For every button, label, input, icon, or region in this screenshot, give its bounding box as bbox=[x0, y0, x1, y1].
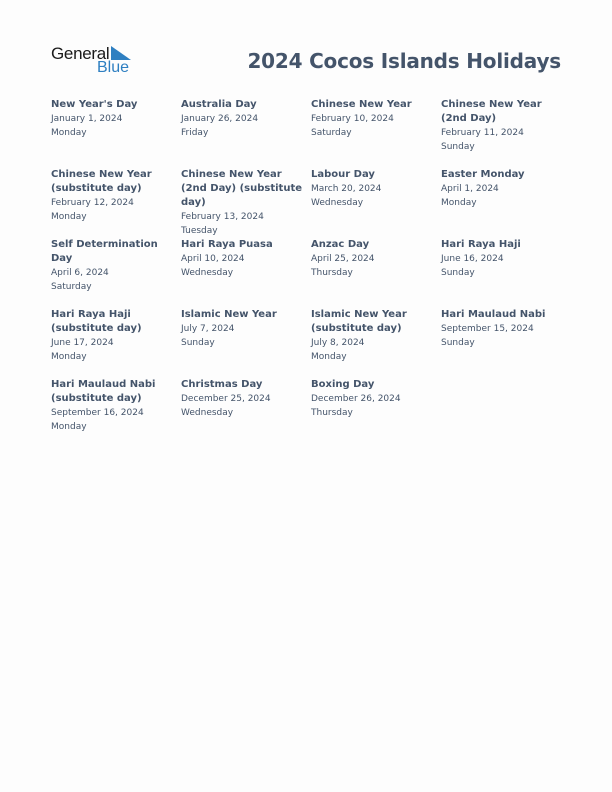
holiday-row bbox=[51, 378, 571, 448]
holiday-item bbox=[441, 238, 565, 280]
holiday-date: April 1, 2024 bbox=[441, 184, 499, 194]
holiday-date: January 1, 2024 bbox=[51, 114, 123, 124]
holiday-row bbox=[51, 168, 571, 238]
holiday-weekday: Wednesday bbox=[181, 408, 234, 418]
holiday-name: Chinese New Year (2nd Day) (substitute day) bbox=[181, 169, 303, 208]
holiday-name: Islamic New Year bbox=[181, 309, 277, 320]
holiday-name: Hari Raya Puasa bbox=[181, 239, 273, 250]
holiday-date: July 8, 2024 bbox=[311, 338, 365, 348]
holiday-item bbox=[181, 238, 305, 280]
holiday-item bbox=[311, 168, 435, 210]
logo-blue-text: Blue bbox=[97, 59, 130, 76]
holiday-date: February 12, 2024 bbox=[51, 198, 134, 208]
holiday-item bbox=[51, 308, 175, 364]
holiday-item bbox=[181, 168, 305, 238]
holiday-weekday: Sunday bbox=[441, 268, 475, 278]
holiday-weekday: Thursday bbox=[311, 408, 353, 418]
holiday-date: June 17, 2024 bbox=[51, 338, 114, 348]
holiday-item bbox=[181, 308, 305, 350]
holiday-name: Islamic New Year (substitute day) bbox=[311, 309, 407, 334]
holiday-item bbox=[181, 98, 305, 140]
holiday-item bbox=[311, 308, 435, 364]
holiday-row bbox=[51, 238, 571, 308]
holiday-name: Chinese New Year bbox=[311, 99, 412, 110]
holiday-item bbox=[51, 98, 175, 140]
holiday-name: Hari Raya Haji bbox=[441, 239, 521, 250]
holiday-weekday: Wednesday bbox=[181, 268, 234, 278]
holiday-name: Easter Monday bbox=[441, 169, 525, 180]
holiday-name: New Year's Day bbox=[51, 99, 138, 110]
holiday-name: Boxing Day bbox=[311, 379, 375, 390]
holiday-name: Australia Day bbox=[181, 99, 257, 110]
holiday-weekday: Monday bbox=[51, 212, 87, 222]
holiday-weekday: Sunday bbox=[441, 338, 475, 348]
holiday-weekday: Tuesday bbox=[181, 226, 218, 236]
holiday-name: Self Determination Day bbox=[51, 239, 158, 264]
logo-general-text: General bbox=[51, 44, 110, 63]
holiday-name: Chinese New Year (2nd Day) bbox=[441, 99, 542, 124]
holiday-weekday: Saturday bbox=[51, 282, 92, 292]
holiday-weekday: Monday bbox=[51, 352, 87, 362]
holiday-date: January 26, 2024 bbox=[181, 114, 259, 124]
holiday-date: December 26, 2024 bbox=[311, 394, 401, 404]
holiday-weekday: Saturday bbox=[311, 128, 352, 138]
holiday-name: Hari Raya Haji (substitute day) bbox=[51, 309, 142, 334]
holiday-date: July 7, 2024 bbox=[181, 324, 235, 334]
generalblue-logo bbox=[51, 44, 141, 78]
holiday-date: April 10, 2024 bbox=[181, 254, 245, 264]
holiday-date: September 15, 2024 bbox=[441, 324, 534, 334]
holiday-date: March 20, 2024 bbox=[311, 184, 382, 194]
holiday-date: June 16, 2024 bbox=[441, 254, 504, 264]
holiday-date: September 16, 2024 bbox=[51, 408, 144, 418]
holiday-item bbox=[311, 238, 435, 280]
holiday-weekday: Thursday bbox=[311, 268, 353, 278]
holiday-weekday: Friday bbox=[181, 128, 209, 138]
holiday-date: February 11, 2024 bbox=[441, 128, 524, 138]
holiday-name: Hari Maulaud Nabi (substitute day) bbox=[51, 379, 156, 404]
holiday-name: Christmas Day bbox=[181, 379, 263, 390]
holiday-item bbox=[311, 98, 435, 140]
holiday-weekday: Sunday bbox=[441, 142, 475, 152]
holiday-item bbox=[181, 378, 305, 420]
holiday-item bbox=[51, 238, 175, 294]
holiday-name: Labour Day bbox=[311, 169, 375, 180]
holiday-grid bbox=[51, 98, 571, 448]
holiday-weekday: Wednesday bbox=[311, 198, 364, 208]
holiday-item bbox=[51, 378, 175, 434]
holiday-date: February 13, 2024 bbox=[181, 212, 264, 222]
holiday-weekday: Monday bbox=[51, 128, 87, 138]
holiday-name: Anzac Day bbox=[311, 239, 370, 250]
page-title: 2024 Cocos Islands Holidays bbox=[247, 49, 561, 73]
holiday-row bbox=[51, 98, 571, 168]
holiday-date: February 10, 2024 bbox=[311, 114, 394, 124]
holiday-row bbox=[51, 308, 571, 378]
holiday-item bbox=[51, 168, 175, 224]
holiday-weekday: Monday bbox=[51, 422, 87, 432]
holiday-weekday: Sunday bbox=[181, 338, 215, 348]
holiday-item bbox=[441, 168, 565, 210]
holiday-date: December 25, 2024 bbox=[181, 394, 271, 404]
holiday-date: April 25, 2024 bbox=[311, 254, 375, 264]
holiday-date: April 6, 2024 bbox=[51, 268, 109, 278]
holiday-item bbox=[441, 98, 565, 154]
holiday-item bbox=[441, 308, 565, 350]
holiday-weekday: Monday bbox=[311, 352, 347, 362]
holiday-name: Hari Maulaud Nabi bbox=[441, 309, 546, 320]
holiday-weekday: Monday bbox=[441, 198, 477, 208]
holiday-item bbox=[311, 378, 435, 420]
holiday-name: Chinese New Year (substitute day) bbox=[51, 169, 152, 194]
logo-triangle-icon bbox=[111, 46, 131, 60]
